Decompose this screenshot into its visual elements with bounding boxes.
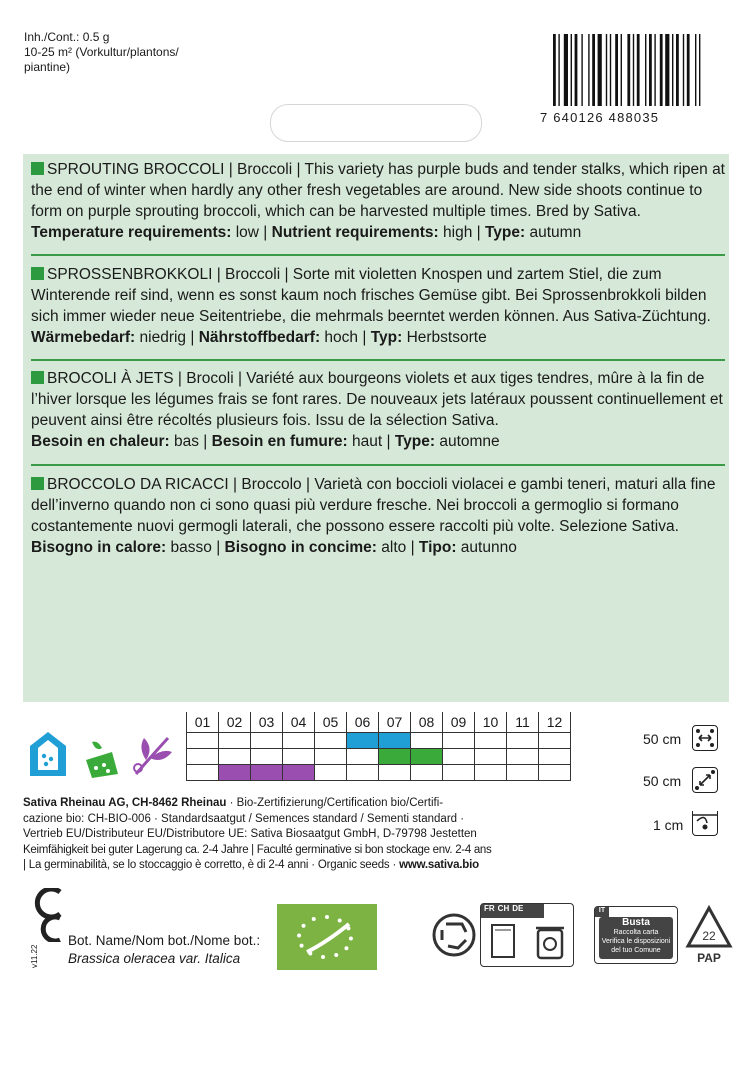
- busta-line-2: Verifica le disposizioni: [601, 938, 671, 945]
- row-distance-icon: [692, 725, 718, 751]
- company-info: [23, 796, 593, 874]
- type-value: autumn: [525, 224, 582, 241]
- calendar-cell: [443, 749, 475, 765]
- nutr-value: high |: [438, 224, 485, 241]
- calendar-cell: [475, 749, 507, 765]
- calendar-cell: [443, 733, 475, 749]
- footer-line-2: cazione bio: CH-BIO-006 · Standardsaatgut / Semences standard / Sementi standard ·: [23, 812, 465, 825]
- botanical-label: Bot. Name/Nom bot./Nome bot.:: [68, 933, 261, 948]
- sowing-depth-icon: [692, 811, 718, 836]
- busta-line-1: Raccolta carta: [613, 929, 659, 936]
- ce-mark-icon: [26, 888, 66, 942]
- calendar-cell: [347, 765, 379, 781]
- month-label: 01: [187, 712, 219, 733]
- calendar-cell: [315, 765, 347, 781]
- contents-line-1: Inh./Cont.: 0.5 g: [24, 30, 110, 44]
- company-name: Sativa Rheinau AG, CH-8462 Rheinau: [23, 797, 227, 809]
- country-it: IT: [595, 907, 609, 917]
- temp-value: basso |: [166, 539, 225, 556]
- website-link[interactable]: www.sativa.bio: [399, 859, 479, 871]
- busta-label: [594, 906, 678, 964]
- nutr-value: hoch |: [320, 329, 371, 346]
- green-square-icon: [31, 477, 44, 490]
- harvest-icon: [128, 730, 176, 780]
- country-ch: CH: [497, 904, 510, 913]
- calendar-cell: [315, 749, 347, 765]
- row-distance: 50 cm: [643, 731, 682, 747]
- green-square-icon: [31, 371, 44, 384]
- section-title: SPROSSENBROKKOLI: [47, 266, 213, 283]
- calendar-cell: [347, 749, 379, 765]
- botanical-name: [68, 932, 260, 968]
- calendar-cell: [443, 765, 475, 781]
- contents-line-2: 10-25 m² (Vorkultur/plantons/: [24, 45, 179, 59]
- temp-label: Temperature requirements:: [31, 224, 232, 241]
- calendar-cell: [507, 765, 539, 781]
- country-fr: FR: [484, 904, 495, 913]
- calendar-cell: [539, 765, 571, 781]
- type-label: Type:: [484, 224, 526, 241]
- nutr-label: Nutrient requirements:: [271, 224, 439, 241]
- calendar-cell: [251, 765, 283, 781]
- section-title: SPROUTING BROCCOLI: [47, 161, 225, 178]
- nutr-label: Besoin en fumure:: [211, 433, 348, 450]
- section-body: | Broccoli | This variety has purple buds and tender stalks, which ripen at the end of winter when hardly any other fresh vegetables are around. New side shoots continue to form on purple sprouting broccoli, which can be harvested multiple times. Bred by Sativa.: [31, 161, 725, 220]
- month-label: 07: [379, 712, 411, 733]
- month-label: 11: [507, 712, 539, 733]
- botanical-value: Brassica oleracea var. Italica: [68, 951, 241, 966]
- calendar-cell: [539, 733, 571, 749]
- nutr-value: haut |: [347, 433, 395, 450]
- temp-value: bas |: [169, 433, 212, 450]
- pap-recycling-icon: [684, 904, 734, 966]
- calendar-cell: [219, 749, 251, 765]
- calendar-cell: [411, 765, 443, 781]
- footer-line-3: Vertrieb EU/Distributeur EU/Distributore UE: Sativa Biosaatgut GmbH, D-79798 Jestetten: [23, 828, 477, 840]
- type-value: autunno: [456, 539, 517, 556]
- section-italian: [31, 474, 725, 558]
- section-divider: [31, 464, 725, 466]
- indoor-sowing-icon: [26, 728, 70, 780]
- version-code: v11.22: [30, 944, 39, 968]
- month-label: 05: [315, 712, 347, 733]
- pap-number: 22: [702, 929, 716, 943]
- country-de: DE: [512, 904, 524, 913]
- calendar-cell: [283, 733, 315, 749]
- calendar-cell: [379, 733, 411, 749]
- nutr-label: Bisogno in concime:: [224, 539, 377, 556]
- calendar-cell: [411, 733, 443, 749]
- calendar-cell: [379, 765, 411, 781]
- type-value: automne: [435, 433, 500, 450]
- green-square-icon: [31, 162, 44, 175]
- calendar-cell: [251, 749, 283, 765]
- temp-value: low |: [231, 224, 272, 241]
- section-divider: [31, 254, 725, 256]
- footer-line-5: | La germinabilità, se lo stoccaggio è corretto, è di 2-4 anni · Organic seeds ·: [23, 859, 400, 871]
- section-english: [31, 159, 725, 243]
- type-label: Type:: [394, 433, 436, 450]
- busta-line-3: del tuo Comune: [611, 947, 661, 954]
- pap-label: PAP: [697, 951, 721, 965]
- eu-organic-logo-icon: [277, 904, 377, 970]
- barcode-image: [553, 34, 729, 118]
- nutr-value: alto |: [376, 539, 419, 556]
- month-label: 09: [443, 712, 475, 733]
- month-label: 02: [219, 712, 251, 733]
- temp-label: Bisogno in calore:: [31, 539, 167, 556]
- month-label: 12: [539, 712, 571, 733]
- calendar-cell: [411, 749, 443, 765]
- calendar-cell: [347, 733, 379, 749]
- bin-icon: [533, 920, 567, 960]
- section-body: | Broccolo | Varietà con boccioli violacei e gambi teneri, maturi alla fine dell’inverno quando non ci sono quasi più verdure fresche. Nei broccoli a germoglio si formano costantemente nuovi germogli laterali, che possono essere raccolti più volte. Selezione Sativa.: [31, 476, 716, 535]
- calendar-cell: [251, 733, 283, 749]
- month-label: 08: [411, 712, 443, 733]
- type-label: Tipo:: [418, 539, 457, 556]
- calendar-cell: [283, 765, 315, 781]
- calendar-cell: [379, 749, 411, 765]
- type-value: Herbstsorte: [402, 329, 487, 346]
- calendar-cell: [507, 749, 539, 765]
- barcode-number: 7 640126 488035: [540, 110, 660, 125]
- calendar-cell: [219, 733, 251, 749]
- calendar-cell: [219, 765, 251, 781]
- section-body: | Brocoli | Variété aux bourgeons violets et aux tiges tendres, mûre à la fin de l’hiver lorsque les légumes frais se font rares. De nouveaux jets latéraux poussent continuellement et peuvent ainsi être récoltés plusieurs fois. Issu de la sélection Sativa.: [31, 370, 723, 429]
- calendar-cell: [475, 733, 507, 749]
- plant-distance: 50 cm: [643, 773, 682, 789]
- temp-value: niedrig |: [135, 329, 199, 346]
- month-label: 03: [251, 712, 283, 733]
- contents-info: [24, 30, 179, 75]
- section-german: [31, 264, 725, 348]
- calendar-cell: [283, 749, 315, 765]
- footer-line-1: · Bio-Zertifizierung/Certification bio/Certifi-: [226, 797, 444, 809]
- contents-line-3: piantine): [24, 60, 71, 74]
- calendar-cell: [539, 749, 571, 765]
- month-label: 10: [475, 712, 507, 733]
- triman-icon: [430, 910, 478, 960]
- section-divider: [31, 359, 725, 361]
- packet-icon: [489, 922, 517, 960]
- plant-distance-icon: [692, 767, 718, 793]
- footer-line-4: Keimfähigkeit bei guter Lagerung ca. 2-4 Jahre | Faculté germinative si bon stockage env. 2-4 ans: [23, 843, 492, 856]
- section-title: BROCOLI À JETS: [47, 370, 174, 387]
- temp-label: Besoin en chaleur:: [31, 433, 170, 450]
- section-french: [31, 368, 725, 452]
- month-label: 04: [283, 712, 315, 733]
- type-label: Typ:: [370, 329, 403, 346]
- nutr-label: Nährstoffbedarf:: [198, 329, 321, 346]
- calendar-cell: [187, 765, 219, 781]
- sowing-calendar: [186, 712, 571, 781]
- calendar-cell: [475, 765, 507, 781]
- month-label: 06: [347, 712, 379, 733]
- temp-label: Wärmebedarf:: [31, 329, 136, 346]
- calendar-cell: [315, 733, 347, 749]
- green-square-icon: [31, 267, 44, 280]
- recycling-box: [480, 903, 574, 967]
- calendar-cell: [187, 749, 219, 765]
- calendar-cell: [187, 733, 219, 749]
- busta-title: Busta: [622, 917, 650, 928]
- section-title: BROCCOLO DA RICACCI: [47, 476, 229, 493]
- hang-hole: [270, 104, 482, 142]
- section-body: | Broccoli | Sorte mit violetten Knospen und zartem Stiel, die zum Winterende reif sind, wenn es sonst kaum noch frisches Gemüse gibt. Bei Sprossenbrokkoli bilden sich immer wieder neue Seitentriebe, die mehrmals beerntet werden können. Aus Sativa-Züchtung.: [31, 266, 711, 325]
- sowing-depth: 1 cm: [653, 817, 684, 833]
- outdoor-sowing-icon: [82, 738, 122, 780]
- calendar-cell: [507, 733, 539, 749]
